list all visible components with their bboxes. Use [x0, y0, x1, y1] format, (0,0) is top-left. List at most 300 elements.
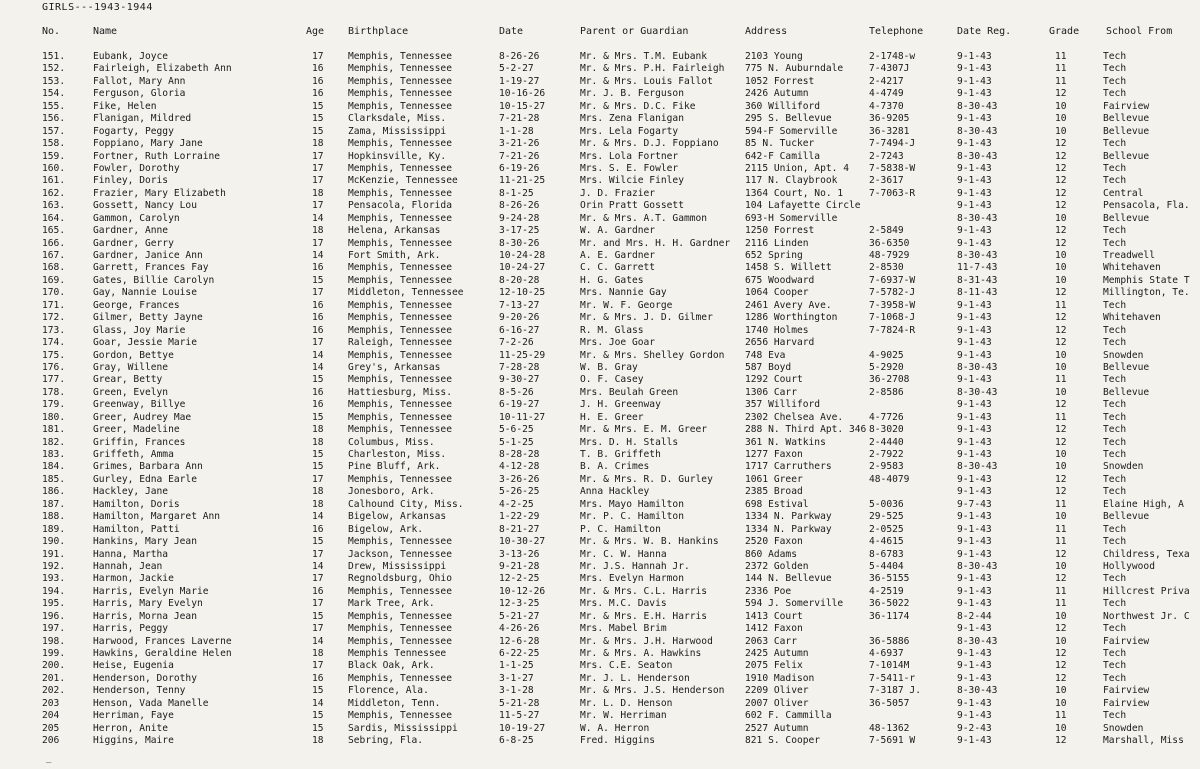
table-row — [0, 486, 1200, 498]
birthplace-cell: Memphis, Tennessee — [348, 237, 452, 249]
grade-cell: 12 — [1055, 486, 1067, 498]
grade-cell: 11 — [1055, 710, 1067, 722]
table-row — [0, 188, 1200, 200]
age-cell: 16 — [312, 672, 324, 684]
grade-cell: 12 — [1055, 138, 1067, 150]
school-from-cell: Millington, Te. — [1103, 287, 1190, 299]
student-name-cell: Harris, Mary Evelyn — [93, 598, 203, 610]
birth-date-cell: 7-21-26 — [499, 150, 540, 162]
address-cell: 594 J. Somerville — [745, 598, 844, 610]
age-cell: 15 — [312, 610, 324, 622]
age-cell: 16 — [312, 324, 324, 336]
grade-cell: 12 — [1055, 312, 1067, 324]
address-cell: 2336 Poe — [745, 585, 792, 597]
row-number-cell: 163. — [42, 200, 66, 212]
birth-date-cell: 10-12-26 — [499, 585, 546, 597]
school-from-cell: Whitehaven — [1103, 262, 1161, 274]
student-name-cell: Fowler, Dorothy — [93, 162, 180, 174]
table-row — [0, 735, 1200, 747]
address-cell: 1458 S. Willett — [745, 262, 832, 274]
school-from-cell: Tech — [1103, 175, 1127, 187]
student-name-cell: Greer, Audrey Mae — [93, 411, 192, 423]
student-name-cell: Gardner, Anne — [93, 225, 169, 237]
age-cell: 17 — [312, 150, 324, 162]
birthplace-cell: Memphis, Tennessee — [348, 536, 452, 548]
table-row — [0, 449, 1200, 461]
header-grade: Grade — [1049, 26, 1080, 37]
row-number-cell: 193. — [42, 573, 66, 585]
school-from-cell: Memphis State T — [1103, 274, 1190, 286]
student-name-cell: Grear, Betty — [93, 374, 163, 386]
telephone-cell: 7-3958-W — [869, 299, 916, 311]
student-name-cell: Herriman, Faye — [93, 710, 174, 722]
row-number-cell: 198. — [42, 635, 66, 647]
table-row — [0, 660, 1200, 672]
birth-date-cell: 10-15-27 — [499, 100, 546, 112]
parent-guardian-cell: Mrs. C.E. Seaton — [580, 660, 673, 672]
address-cell: 693-H Somerville — [745, 212, 838, 224]
grade-cell: 12 — [1055, 200, 1067, 212]
student-name-cell: Ferguson, Gloria — [93, 88, 186, 100]
grade-cell: 10 — [1055, 722, 1067, 734]
parent-guardian-cell: Mr. & Mrs. C.L. Harris — [580, 585, 708, 597]
birth-date-cell: 9-21-28 — [499, 560, 540, 572]
grade-cell: 12 — [1055, 175, 1067, 187]
student-name-cell: Hankins, Mary Jean — [93, 536, 197, 548]
age-cell: 15 — [312, 722, 324, 734]
date-registered-cell: 9-1-43 — [957, 225, 992, 237]
grade-cell: 10 — [1055, 349, 1067, 361]
row-number-cell: 204 — [42, 710, 60, 722]
birthplace-cell: Memphis, Tennessee — [348, 262, 452, 274]
date-registered-cell: 9-1-43 — [957, 536, 992, 548]
parent-guardian-cell: Mr. & Mrs. J.S. Henderson — [580, 685, 725, 697]
date-registered-cell: 9-1-43 — [957, 187, 992, 199]
age-cell: 18 — [312, 735, 324, 747]
birthplace-cell: Mark Tree, Ark. — [348, 598, 435, 610]
age-cell: 16 — [312, 386, 324, 398]
birth-date-cell: 1-1-28 — [499, 125, 534, 137]
telephone-cell: 5-0036 — [869, 498, 904, 510]
address-cell: 2063 Carr — [745, 635, 797, 647]
row-number-cell: 182. — [42, 436, 66, 448]
school-from-cell: Snowden — [1103, 349, 1144, 361]
grade-cell: 11 — [1055, 299, 1067, 311]
student-name-cell: Herron, Anite — [93, 722, 169, 734]
telephone-cell: 36-5155 — [869, 573, 910, 585]
date-registered-cell: 9-1-43 — [957, 312, 992, 324]
age-cell: 15 — [312, 274, 324, 286]
date-registered-cell: 9-1-43 — [957, 735, 992, 747]
parent-guardian-cell: Mr. & Mrs. A. Hawkins — [580, 648, 702, 659]
row-number-cell: 197. — [42, 623, 66, 635]
grade-cell: 12 — [1055, 399, 1067, 411]
student-name-cell: Hackley, Jane — [93, 486, 169, 498]
student-name-cell: Gardner, Janice Ann — [93, 250, 203, 261]
address-cell: 2116 Linden — [745, 237, 809, 249]
row-number-cell: 160. — [42, 162, 66, 174]
row-number-cell: 177. — [42, 374, 66, 386]
birth-date-cell: 8-28-28 — [499, 449, 540, 460]
telephone-cell: 2-7243 — [869, 150, 904, 162]
grade-cell: 12 — [1055, 162, 1067, 174]
birthplace-cell: Memphis, Tennessee — [348, 299, 452, 311]
school-from-cell: Tech — [1103, 536, 1127, 548]
date-registered-cell: 8-30-43 — [957, 100, 998, 112]
telephone-cell: 7-3187 J. — [869, 685, 921, 697]
school-from-cell: Tech — [1103, 88, 1127, 100]
age-cell: 18 — [312, 225, 324, 237]
address-cell: 144 N. Bellevue — [745, 573, 832, 585]
date-registered-cell: 9-1-43 — [957, 324, 992, 336]
age-cell: 16 — [312, 523, 324, 535]
student-name-cell: Fortner, Ruth Lorraine — [93, 150, 221, 162]
birthplace-cell: Memphis, Tennessee — [348, 187, 452, 199]
telephone-cell: 48-7929 — [869, 250, 910, 261]
school-from-cell: Tech — [1103, 299, 1127, 311]
age-cell: 18 — [312, 187, 324, 199]
table-row — [0, 586, 1200, 598]
school-from-cell: Fairview — [1103, 685, 1150, 697]
table-row — [0, 88, 1200, 100]
telephone-cell: 36-9205 — [869, 113, 910, 125]
student-name-cell: Higgins, Maire — [93, 735, 174, 747]
row-number-cell: 153. — [42, 75, 66, 87]
header-telephone: Telephone — [869, 26, 924, 37]
row-number-cell: 155. — [42, 100, 66, 112]
parent-guardian-cell: Orin Pratt Gossett — [580, 200, 684, 212]
address-cell: 1277 Faxon — [745, 449, 803, 460]
age-cell: 15 — [312, 685, 324, 697]
grade-cell: 12 — [1055, 237, 1067, 249]
row-number-cell: 203 — [42, 697, 60, 709]
birthplace-cell: Memphis, Tennessee — [348, 623, 452, 635]
grade-cell: 10 — [1055, 610, 1067, 622]
header-no: No. — [42, 26, 61, 37]
birth-date-cell: 11-21-25 — [499, 175, 546, 187]
student-name-cell: Hamilton, Patti — [93, 523, 180, 535]
birthplace-cell: Charleston, Miss. — [348, 449, 447, 460]
address-cell: 1286 Worthington — [745, 312, 838, 324]
birthplace-cell: Memphis, Tennessee — [348, 411, 452, 423]
row-number-cell: 151. — [42, 51, 66, 62]
school-from-cell: Tech — [1103, 237, 1127, 249]
address-cell: 1292 Court — [745, 374, 803, 386]
school-from-cell: Bellevue — [1103, 113, 1150, 125]
birth-date-cell: 3-17-25 — [499, 225, 540, 237]
birthplace-cell: Clarksdale, Miss. — [348, 113, 447, 125]
table-row — [0, 412, 1200, 424]
student-name-cell: Frazier, Mary Elizabeth — [93, 187, 226, 199]
school-from-cell: Tech — [1103, 573, 1127, 585]
school-from-cell: Marshall, Miss — [1103, 735, 1184, 747]
school-from-cell: Tech — [1103, 411, 1127, 423]
parent-guardian-cell: Mr. & Mrs. Louis Fallot — [580, 75, 713, 87]
birth-date-cell: 3-21-26 — [499, 138, 540, 150]
grade-cell: 11 — [1055, 523, 1067, 535]
table-row — [0, 325, 1200, 337]
row-number-cell: 162. — [42, 187, 66, 199]
address-cell: 1412 Faxon — [745, 623, 803, 635]
student-table — [0, 51, 1200, 748]
header-date: Date — [499, 26, 524, 37]
age-cell: 15 — [312, 710, 324, 722]
school-from-cell: Tech — [1103, 324, 1127, 336]
address-cell: 860 Adams — [745, 548, 797, 560]
table-row — [0, 673, 1200, 685]
row-number-cell: 166. — [42, 237, 66, 249]
school-from-cell: Childress, Texa — [1103, 548, 1190, 560]
birth-date-cell: 9-20-26 — [499, 312, 540, 324]
page-footer-mark: — — [46, 758, 52, 768]
birthplace-cell: Jonesboro, Ark. — [348, 486, 435, 498]
birthplace-cell: Memphis, Tennessee — [348, 399, 452, 411]
address-cell: 295 S. Bellevue — [745, 113, 832, 125]
address-cell: 2302 Chelsea Ave. — [745, 411, 844, 423]
school-from-cell: Tech — [1103, 436, 1127, 448]
table-row — [0, 300, 1200, 312]
student-name-cell: George, Frances — [93, 299, 180, 311]
date-registered-cell: 9-1-43 — [957, 162, 992, 174]
birth-date-cell: 8-21-27 — [499, 523, 540, 535]
row-number-cell: 159. — [42, 150, 66, 162]
telephone-cell: 7-1014M — [869, 660, 910, 672]
telephone-cell: 8-6783 — [869, 548, 904, 560]
table-row — [0, 312, 1200, 324]
date-registered-cell: 9-1-43 — [957, 436, 992, 448]
telephone-cell: 7-5838-W — [869, 162, 916, 174]
student-name-cell: Greenway, Billye — [93, 399, 186, 411]
birthplace-cell: Memphis, Tennessee — [348, 424, 452, 436]
telephone-cell: 2-8586 — [869, 386, 904, 398]
address-cell: 2115 Union, Apt. 4 — [745, 162, 849, 174]
address-cell: 642-F Camilla — [745, 150, 821, 162]
birthplace-cell: Memphis, Tennessee — [348, 635, 452, 647]
address-cell: 104 Lafayette Circle — [745, 200, 861, 212]
date-registered-cell: 9-1-43 — [957, 237, 992, 249]
school-from-cell: Snowden — [1103, 722, 1144, 734]
birthplace-cell: Raleigh, Tennessee — [348, 337, 452, 349]
birth-date-cell: 4-26-26 — [499, 623, 540, 635]
address-cell: 85 N. Tucker — [745, 138, 815, 150]
student-name-cell: Hanna, Martha — [93, 548, 169, 560]
parent-guardian-cell: Mrs. Beulah Green — [580, 386, 679, 398]
student-name-cell: Gray, Willene — [93, 361, 169, 373]
birth-date-cell: 5-2-27 — [499, 63, 534, 75]
parent-guardian-cell: P. C. Hamilton — [580, 523, 661, 535]
student-name-cell: Foppiano, Mary Jane — [93, 138, 203, 150]
date-registered-cell: 8-30-43 — [957, 461, 998, 473]
age-cell: 18 — [312, 648, 324, 659]
school-from-cell: Tech — [1103, 660, 1127, 672]
school-from-cell: Fairview — [1103, 697, 1150, 709]
birthplace-cell: Memphis, Tennessee — [348, 63, 452, 75]
row-number-cell: 156. — [42, 113, 66, 125]
parent-guardian-cell: Fred. Higgins — [580, 735, 656, 747]
date-registered-cell: 9-1-43 — [957, 710, 992, 722]
parent-guardian-cell: Mrs. M.C. Davis — [580, 598, 667, 610]
birth-date-cell: 6-19-26 — [499, 162, 540, 174]
student-name-cell: Finley, Doris — [93, 175, 169, 187]
grade-cell: 12 — [1055, 337, 1067, 349]
page-title: GIRLS---1943-1944 — [42, 2, 153, 13]
telephone-cell: 36-6350 — [869, 237, 910, 249]
grade-cell: 10 — [1055, 113, 1067, 125]
parent-guardian-cell: Mr. & Mrs. P.H. Fairleigh — [580, 63, 725, 75]
parent-guardian-cell: C. C. Garrett — [580, 262, 656, 274]
parent-guardian-cell: O. F. Casey — [580, 374, 644, 386]
student-name-cell: Grimes, Barbara Ann — [93, 461, 203, 473]
birth-date-cell: 1-19-27 — [499, 75, 540, 87]
table-row — [0, 287, 1200, 299]
telephone-cell: 29-525 — [869, 511, 904, 523]
birth-date-cell: 12-2-25 — [499, 573, 540, 585]
age-cell: 17 — [312, 548, 324, 560]
grade-cell: 10 — [1055, 125, 1067, 137]
age-cell: 14 — [312, 697, 324, 709]
birth-date-cell: 11-5-27 — [499, 710, 540, 722]
birth-date-cell: 5-1-25 — [499, 436, 534, 448]
date-registered-cell: 8-30-43 — [957, 685, 998, 697]
age-cell: 15 — [312, 536, 324, 548]
birthplace-cell: Memphis, Tennessee — [348, 75, 452, 87]
student-name-cell: Harwood, Frances Laverne — [93, 635, 232, 647]
date-registered-cell: 9-1-43 — [957, 299, 992, 311]
date-registered-cell: 8-11-43 — [957, 287, 998, 299]
date-registered-cell: 8-30-43 — [957, 150, 998, 162]
parent-guardian-cell: Mrs. Nannie Gay — [580, 287, 667, 299]
address-cell: 2385 Broad — [745, 486, 803, 498]
grade-cell: 12 — [1055, 88, 1067, 100]
telephone-cell: 2-1748-w — [869, 51, 916, 62]
address-cell: 2075 Felix — [745, 660, 803, 672]
parent-guardian-cell: W. A. Herron — [580, 722, 650, 734]
date-registered-cell: 9-1-43 — [957, 473, 992, 485]
grade-cell: 10 — [1055, 560, 1067, 572]
address-cell: 1052 Forrest — [745, 75, 815, 87]
table-row — [0, 698, 1200, 710]
table-row — [0, 213, 1200, 225]
student-name-cell: Hamilton, Margaret Ann — [93, 511, 221, 523]
address-cell: 2007 Oliver — [745, 697, 809, 709]
birth-date-cell: 8-30-26 — [499, 237, 540, 249]
birth-date-cell: 3-26-26 — [499, 473, 540, 485]
table-row — [0, 113, 1200, 125]
birthplace-cell: Middleton, Tennessee — [348, 287, 464, 299]
row-number-cell: 206 — [42, 735, 60, 747]
age-cell: 17 — [312, 175, 324, 187]
parent-guardian-cell: R. M. Glass — [580, 324, 644, 336]
grade-cell: 12 — [1055, 735, 1067, 747]
birthplace-cell: Memphis, Tennessee — [348, 312, 452, 324]
address-cell: 2103 Young — [745, 51, 803, 62]
parent-guardian-cell: J. D. Frazier — [580, 187, 656, 199]
date-registered-cell: 9-1-43 — [957, 585, 992, 597]
grade-cell: 12 — [1055, 225, 1067, 237]
parent-guardian-cell: Anna Hackley — [580, 486, 650, 498]
header-parent: Parent or Guardian — [580, 26, 689, 37]
parent-guardian-cell: Mr. and Mrs. H. H. Gardner — [580, 237, 731, 249]
telephone-cell: 2-9583 — [869, 461, 904, 473]
grade-cell: 12 — [1055, 672, 1067, 684]
parent-guardian-cell: Mr. & Mrs. R. D. Gurley — [580, 473, 713, 485]
parent-guardian-cell: Mr. C. W. Hanna — [580, 548, 667, 560]
table-row — [0, 549, 1200, 561]
student-name-cell: Gay, Nannie Louise — [93, 287, 197, 299]
birthplace-cell: Memphis, Tennessee — [348, 100, 452, 112]
birth-date-cell: 10-16-26 — [499, 88, 546, 100]
birth-date-cell: 4-2-25 — [499, 498, 534, 510]
telephone-cell: 48-4079 — [869, 473, 910, 485]
telephone-cell: 2-8530 — [869, 262, 904, 274]
telephone-cell: 4-6937 — [869, 648, 904, 659]
address-cell: 117 N. Claybrook — [745, 175, 838, 187]
address-cell: 1061 Greer — [745, 473, 803, 485]
row-number-cell: 205 — [42, 722, 60, 734]
parent-guardian-cell: Mr. & Mrs. E.H. Harris — [580, 610, 708, 622]
telephone-cell: 2-7922 — [869, 449, 904, 460]
table-row — [0, 175, 1200, 187]
student-name-cell: Flanigan, Mildred — [93, 113, 192, 125]
age-cell: 16 — [312, 299, 324, 311]
grade-cell: 12 — [1055, 473, 1067, 485]
telephone-cell: 2-5849 — [869, 225, 904, 237]
date-registered-cell: 9-1-43 — [957, 598, 992, 610]
birthplace-cell: Bigelow, Arkansas — [348, 511, 447, 523]
birthplace-cell: Hattiesburg, Miss. — [348, 386, 452, 398]
date-registered-cell: 9-1-43 — [957, 449, 992, 460]
table-row — [0, 76, 1200, 88]
address-cell: 2426 Autumn — [745, 88, 809, 100]
grade-cell: 12 — [1055, 573, 1067, 585]
school-from-cell: Central — [1103, 187, 1144, 199]
table-row — [0, 250, 1200, 262]
telephone-cell: 7-5691 W — [869, 735, 916, 747]
birth-date-cell: 10-11-27 — [499, 411, 546, 423]
row-number-cell: 167. — [42, 250, 66, 261]
age-cell: 15 — [312, 461, 324, 473]
school-from-cell: Tech — [1103, 623, 1127, 635]
address-cell: 1910 Madison — [745, 672, 815, 684]
grade-cell: 10 — [1055, 250, 1067, 261]
birthplace-cell: Memphis, Tennessee — [348, 324, 452, 336]
telephone-cell: 4-4749 — [869, 88, 904, 100]
birth-date-cell: 4-12-28 — [499, 461, 540, 473]
age-cell: 17 — [312, 573, 324, 585]
student-name-cell: Harris, Peggy — [93, 623, 169, 635]
parent-guardian-cell: Mr. P. C. Hamilton — [580, 511, 684, 523]
grade-cell: 12 — [1055, 648, 1067, 659]
school-from-cell: Tech — [1103, 486, 1127, 498]
student-name-cell: Gilmer, Betty Jayne — [93, 312, 203, 324]
birthplace-cell: Memphis Tennessee — [348, 648, 447, 659]
student-name-cell: Fogarty, Peggy — [93, 125, 174, 137]
telephone-cell: 5-4404 — [869, 560, 904, 572]
birthplace-cell: Memphis, Tennessee — [348, 585, 452, 597]
table-row — [0, 561, 1200, 573]
grade-cell: 11 — [1055, 498, 1067, 510]
address-cell: 361 N. Watkins — [745, 436, 826, 448]
age-cell: 18 — [312, 138, 324, 150]
date-registered-cell: 9-1-43 — [957, 660, 992, 672]
date-registered-cell: 8-30-43 — [957, 386, 998, 398]
age-cell: 18 — [312, 424, 324, 436]
birth-date-cell: 3-13-26 — [499, 548, 540, 560]
school-from-cell: Bellevue — [1103, 386, 1150, 398]
telephone-cell: 7-6937-W — [869, 274, 916, 286]
table-row — [0, 598, 1200, 610]
school-from-cell: Tech — [1103, 337, 1127, 349]
